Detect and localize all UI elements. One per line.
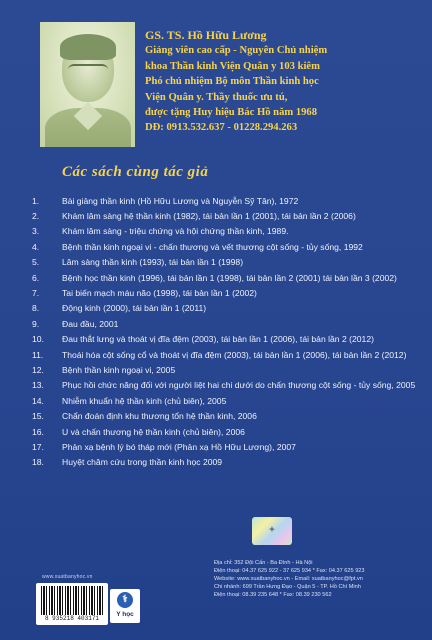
item-number: 13.: [32, 380, 44, 391]
author-bio: [145, 28, 425, 136]
publisher-info-line: Địa chỉ: 352 Đội Cấn - Ba Đình - Hà Nội: [214, 560, 313, 566]
book-list: [32, 193, 427, 470]
item-number: 3.: [32, 226, 40, 237]
list-item: [32, 378, 427, 393]
item-text: Đau đầu, 2001: [62, 318, 119, 329]
publisher-info: [214, 559, 424, 599]
list-item: [32, 424, 427, 439]
list-item: [32, 408, 427, 423]
item-text: U và chấn thương hệ thần kinh (chủ biên), 2006: [62, 426, 245, 437]
list-item: [32, 393, 427, 408]
item-text: Bệnh học thần kinh (1996), tái bản lần 1 (1998), tái bản lần 2 (2001) tái bản lần 3 (2002): [62, 272, 397, 283]
list-item: [32, 270, 427, 285]
item-text: Nhiễm khuẩn hệ thần kinh (chủ biên), 2005: [62, 395, 227, 406]
item-number: 18.: [32, 457, 44, 468]
item-text: Khám lâm sàng hệ thần kinh (1982), tái bản lần 1 (2001), tái bản lần 2 (2006): [62, 211, 356, 222]
item-number: 9.: [32, 318, 40, 329]
list-item: [32, 224, 427, 239]
item-text: Bệnh thần kinh ngoại vi, 2005: [62, 364, 176, 375]
item-text: Lâm sàng thần kinh (1993), tái bản lần 1 (1998): [62, 257, 244, 268]
item-number: 16.: [32, 426, 44, 437]
author-phone: DĐ: 0913.532.637 - 01228.294.263: [145, 122, 298, 134]
list-item: [32, 439, 427, 454]
item-number: 15.: [32, 411, 44, 422]
item-text: Phục hồi chức năng đối với người liệt hai chi dưới do chấn thương cột sống - tủy sống, 2005: [62, 380, 416, 391]
publisher-info-line: Điện thoại: 04.37 625 922 - 37 625 934 * Fax: 04.37 625 923: [214, 568, 365, 575]
item-number: 14.: [32, 395, 44, 406]
publisher-info-line: Điện thoại: 08.39 235 648 * Fax: 08.39 230 562: [214, 592, 332, 599]
author-bio-line: Phó chủ nhiệm Bộ môn Thần kinh học: [145, 76, 319, 88]
item-text: Tai biến mạch máu não (1998), tái bản lần 1 (2002): [62, 288, 257, 299]
author-name: GS. TS. Hồ Hữu Lương: [145, 28, 267, 42]
publisher-info-line: Chi nhánh: 699 Trần Hưng Đạo - Quận 5 - TP. Hồ Chí Minh: [214, 584, 361, 591]
item-text: Chẩn đoán định khu thương tổn hệ thần kinh, 2006: [62, 411, 257, 422]
item-text: Bài giảng thần kinh (Hồ Hữu Lương và Nguyễn Sỹ Tân), 1972: [62, 195, 299, 206]
publisher-label: Y học: [116, 611, 134, 618]
author-bio-line: Viện Quân y. Thầy thuốc ưu tú,: [145, 91, 288, 103]
author-bio-line: khoa Thần kinh Viện Quân y 103 kiêm: [145, 60, 320, 72]
item-number: 10.: [32, 334, 44, 345]
list-item: [32, 193, 427, 208]
item-number: 12.: [32, 364, 44, 375]
barcode-digits: 8 935218 403171: [44, 615, 99, 622]
item-text: Phản xạ bệnh lý bó tháp mới (Phản xạ Hồ Hữu Lương), 2007: [62, 441, 296, 452]
item-number: 7.: [32, 288, 40, 299]
list-item: [32, 208, 427, 223]
list-item: [32, 332, 427, 347]
list-item: [32, 285, 427, 300]
list-item: [32, 255, 427, 270]
list-item: [32, 362, 427, 377]
item-number: 5.: [32, 257, 40, 268]
isbn-barcode: [36, 583, 108, 625]
list-item: [32, 301, 427, 316]
item-text: Khám lâm sàng - triệu chứng và hội chứng thần kinh, 1989.: [62, 226, 289, 237]
item-text: Bệnh thần kinh ngoại vi - chấn thương và vết thương cột sống - tủy sống, 1992: [62, 241, 363, 252]
author-portrait: [40, 22, 135, 147]
publisher-website: www.xuatbanyhoc.vn: [42, 574, 93, 580]
item-text: Động kinh (2000), tái bản lần 1 (2011): [62, 303, 207, 314]
publisher-logo: [110, 589, 140, 623]
item-text: Huyệt châm cứu trong thần kinh học 2009: [62, 457, 223, 468]
author-bio-line: được tặng Huy hiệu Bác Hồ năm 1968: [145, 107, 318, 119]
barcode-bars: [41, 586, 103, 615]
publisher-info-line: Website: www.xuatbanyhoc.vn - Email: xuatbanyhoc@fpt.vn: [214, 576, 363, 583]
item-number: 17.: [32, 441, 44, 452]
section-title: Các sách cùng tác giả: [62, 164, 209, 180]
hologram-sticker: ✦: [252, 517, 292, 545]
caduceus-icon: ⚕: [117, 592, 133, 608]
item-number: 4.: [32, 241, 40, 252]
list-item: [32, 455, 427, 470]
list-item: [32, 316, 427, 331]
list-item: [32, 347, 427, 362]
item-number: 8.: [32, 303, 40, 314]
list-item: [32, 239, 427, 254]
item-number: 11.: [32, 349, 44, 360]
item-number: 6.: [32, 272, 40, 283]
item-text: Đau thắt lưng và thoát vị đĩa đệm (2003), tái bản lần 1 (2006), tái bản lần 2 (2012): [62, 334, 374, 345]
item-number: 2.: [32, 211, 40, 222]
item-number: 1.: [32, 195, 40, 206]
author-bio-line: Giảng viên cao cấp - Nguyên Chủ nhiệm: [145, 45, 328, 57]
item-text: Thoái hóa cột sống cổ và thoát vị đĩa đệm (2003), tái bản lần 1 (2006), tái bản lần 2 (2012): [62, 349, 407, 360]
